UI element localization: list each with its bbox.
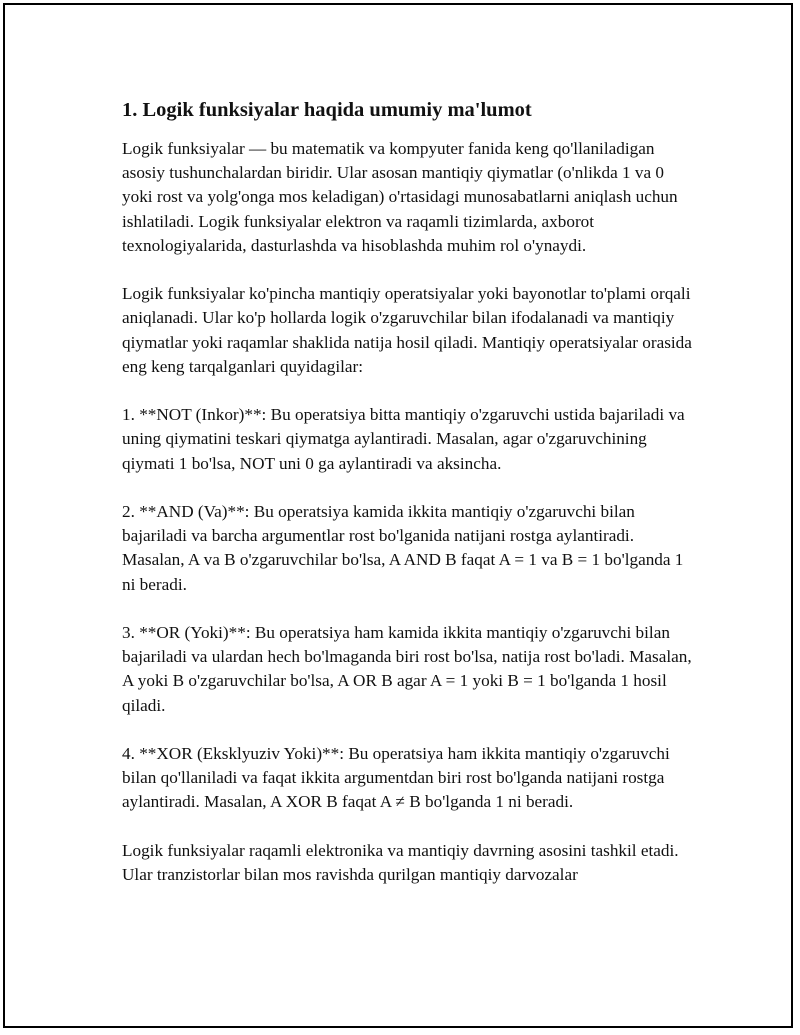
not-operation-paragraph: 1. **NOT (Inkor)**: Bu operatsiya bitta mantiqiy o'zgaruvchi ustida bajariladi va uning qiymatini teskari qiymatga aylantiradi. Masalan, agar o'zgaruvchining qiymati 1 bo'lsa, NOT uni 0 ga aylantiradi va aksincha.: [122, 405, 685, 473]
intro-paragraph: Logik funksiyalar — bu matematik va kompyuter fanida keng qo'llaniladigan asosiy tushunchalardan biridir. Ular asosan mantiqiy qiymatlar (o'nlikda 1 va 0 yoki rost va yolg'onga mos keladigan) o'rtasidagi munosabatlarni aniqlash uchun ishlatiladi. Logik funksiyalar elektron va raqamli tizimlarda, axborot texnologiyalarida, dasturlashda va hisoblashda muhim rol o'ynaydi.: [122, 139, 678, 255]
or-operation-paragraph: 3. **OR (Yoki)**: Bu operatsiya ham kamida ikkita mantiqiy o'zgaruvchi bilan bajariladi va ulardan hech bo'lmaganda biri rost bo'lsa, natija rost bo'ladi. Masalan, A yoki B o'zgaruvchilar bo'lsa, A OR B agar A = 1 yoki B = 1 bo'lganda 1 hosil qiladi.: [122, 623, 692, 715]
and-operation-paragraph: 2. **AND (Va)**: Bu operatsiya kamida ikkita mantiqiy o'zgaruvchi bilan bajariladi va barcha argumentlar rost bo'lganida natijani rostga aylantiradi. Masalan, A va B o'zgaruvchilar bo'lsa, A AND B faqat A = 1 va B = 1 bo'lganda 1 ni beradi.: [122, 502, 684, 594]
page-frame: [3, 3, 793, 1028]
section-heading: 1. Logik funksiyalar haqida umumiy ma'lumot: [122, 99, 532, 121]
operations-intro-paragraph: Logik funksiyalar ko'pincha mantiqiy operatsiyalar yoki bayonotlar to'plami orqali aniqlanadi. Ular ko'p hollarda logik o'zgaruvchilar bilan ifodalanadi va mantiqiy qiymatlar yoki raqamlar shaklida natija hosil qiladi. Mantiqiy operatsiyalar orasida eng keng tarqalganlari quyidagilar:: [122, 284, 692, 376]
xor-operation-paragraph: 4. **XOR (Eksklyuziv Yoki)**: Bu operatsiya ham ikkita mantiqiy o'zgaruvchi bilan qo'llaniladi va faqat ikkita argumentdan biri rost bo'lganda natijani rostga aylantiradi. Masalan, A XOR B faqat A ≠ B bo'lganda 1 ni beradi.: [122, 744, 670, 812]
document-body: [122, 95, 692, 911]
closing-paragraph: Logik funksiyalar raqamli elektronika va mantiqiy davrning asosini tashkil etadi. Ular tranzistorlar bilan mos ravishda qurilgan mantiqiy darvozalar: [122, 840, 679, 884]
